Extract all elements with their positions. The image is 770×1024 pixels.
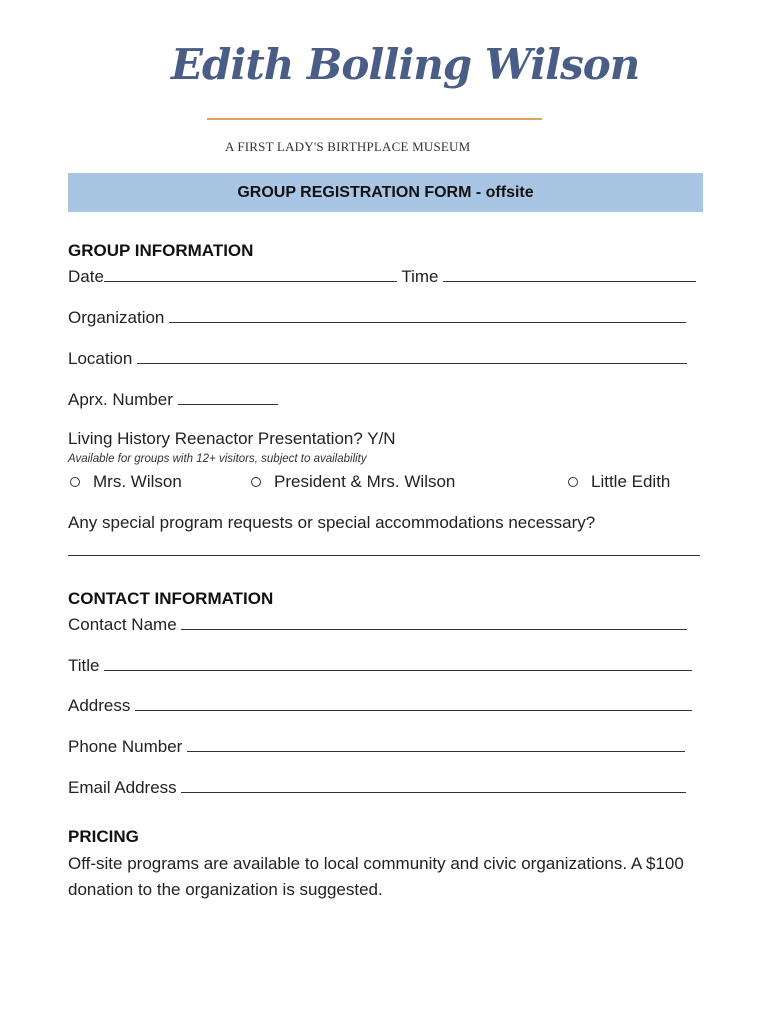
location-field[interactable] xyxy=(137,348,687,364)
reenactor-question: Living History Reenactor Presentation? Y/N xyxy=(68,429,396,448)
time-field[interactable] xyxy=(443,266,696,282)
option-label: Mrs. Wilson xyxy=(93,472,182,491)
contact-name-row xyxy=(68,614,687,635)
location-row xyxy=(68,348,687,369)
contact-info-heading: CONTACT INFORMATION xyxy=(68,589,274,608)
title-field[interactable] xyxy=(104,655,692,671)
email-label: Email Address xyxy=(68,778,177,797)
aprx-number-field[interactable] xyxy=(178,389,278,405)
aprx-number-label: Aprx. Number xyxy=(68,390,173,409)
location-label: Location xyxy=(68,349,133,368)
form-title: GROUP REGISTRATION FORM - offsite xyxy=(237,183,534,201)
radio-circle-icon[interactable] xyxy=(70,477,80,487)
logo-rule xyxy=(207,118,542,120)
option-label: President & Mrs. Wilson xyxy=(274,472,456,491)
time-label: Time xyxy=(401,267,439,286)
organization-field[interactable] xyxy=(169,307,686,323)
email-row xyxy=(68,777,686,798)
organization-row xyxy=(68,307,686,328)
address-row xyxy=(68,695,692,716)
aprx-number-row xyxy=(68,389,278,410)
special-requests-question: Any special program requests or special accommodations necessary? xyxy=(68,513,596,532)
radio-circle-icon[interactable] xyxy=(251,477,261,487)
email-field[interactable] xyxy=(181,777,686,793)
group-info-heading: GROUP INFORMATION xyxy=(68,241,254,260)
logo-script-text: Edith Bolling Wilson xyxy=(171,40,640,89)
phone-label: Phone Number xyxy=(68,737,183,756)
phone-field[interactable] xyxy=(187,736,685,752)
availability-note: Available for groups with 12+ visitors, subject to availability xyxy=(68,453,367,465)
phone-row xyxy=(68,736,685,757)
special-requests-field[interactable] xyxy=(68,555,700,556)
option-president-mrs-wilson[interactable] xyxy=(251,472,455,492)
option-mrs-wilson[interactable] xyxy=(70,472,182,492)
title-label: Title xyxy=(68,656,100,675)
pricing-text: Off-site programs are available to local community and civic organizations. A $100 donation to the organization is suggested. xyxy=(68,854,684,899)
option-little-edith[interactable] xyxy=(568,472,670,492)
logo-subtitle: A FIRST LADY'S BIRTHPLACE MUSEUM xyxy=(225,139,471,154)
address-field[interactable] xyxy=(135,695,692,711)
museum-logo xyxy=(165,38,640,163)
date-label: Date xyxy=(68,267,104,286)
title-row xyxy=(68,655,692,676)
address-label: Address xyxy=(68,696,131,715)
form-title-banner xyxy=(68,173,703,212)
option-label: Little Edith xyxy=(591,472,671,491)
radio-circle-icon[interactable] xyxy=(568,477,578,487)
date-time-row xyxy=(68,266,696,287)
contact-name-field[interactable] xyxy=(181,614,687,630)
organization-label: Organization xyxy=(68,308,165,327)
date-field[interactable] xyxy=(104,266,397,282)
pricing-heading: PRICING xyxy=(68,827,139,846)
contact-name-label: Contact Name xyxy=(68,615,177,634)
